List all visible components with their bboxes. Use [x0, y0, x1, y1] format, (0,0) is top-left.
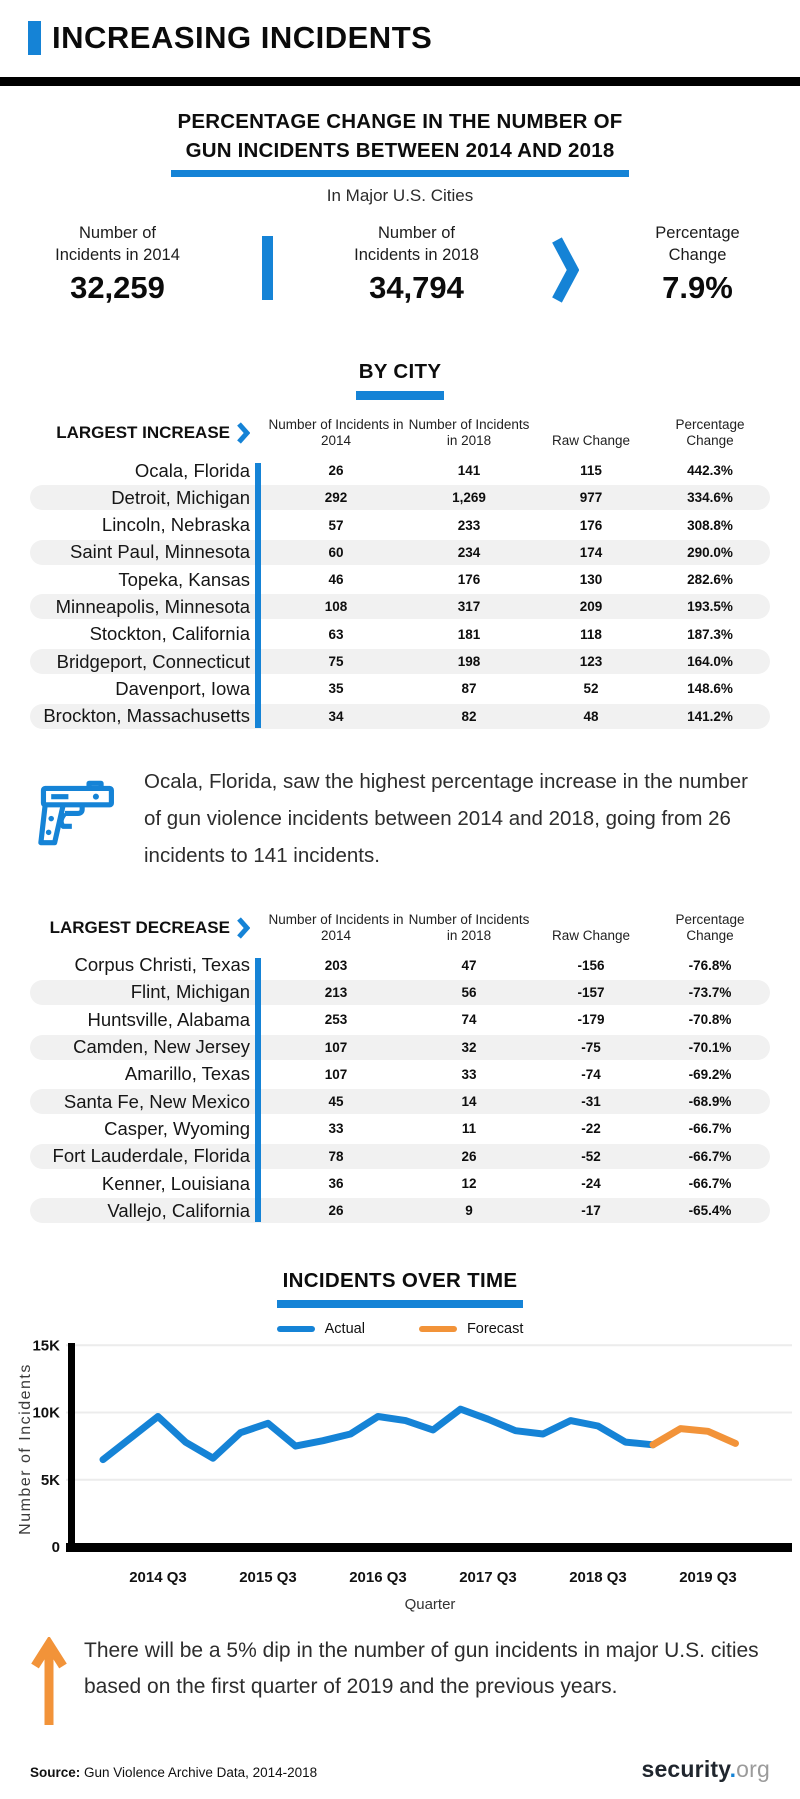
cell-pct-change: 141.2%: [687, 708, 733, 724]
table-row: [30, 953, 770, 978]
city-name: Amarillo, Texas: [124, 1063, 250, 1085]
table-title: [30, 421, 250, 445]
by-city-heading: BY CITY: [358, 360, 442, 383]
cell-pct-change: -70.8%: [688, 1012, 732, 1028]
cell-2014: 213: [324, 984, 348, 1000]
column-header: Percentage Change: [675, 417, 745, 448]
largest-increase-table: [30, 417, 770, 729]
city-name: Detroit, Michigan: [111, 486, 250, 508]
city-name: Lincoln, Nebraska: [101, 514, 250, 536]
city-name: Stockton, California: [89, 623, 250, 645]
city-name: Flint, Michigan: [130, 981, 250, 1003]
column-header: Number of Incidents in 2018: [408, 911, 530, 943]
cell-pct-change: -66.7%: [688, 1148, 732, 1164]
cell-raw-change: 52: [583, 681, 599, 697]
chevron-right-icon: [237, 916, 250, 940]
table-title-label: LARGEST DECREASE: [49, 917, 230, 937]
city-name: Brockton, Massachusetts: [43, 705, 250, 727]
cell-2014: 108: [324, 599, 348, 615]
cell-2018: 234: [457, 544, 481, 560]
table-header-row: [30, 912, 770, 953]
cell-raw-change: -24: [581, 1176, 601, 1192]
table-separator-bar: [255, 958, 261, 1223]
actual-line: [103, 1409, 653, 1460]
cell-pct-change: 334.6%: [687, 490, 733, 506]
cell-pct-change: -66.7%: [688, 1121, 732, 1137]
cell-2018: 1,269: [452, 490, 486, 506]
column-header: Percentage Change: [675, 911, 745, 943]
city-name: Topeka, Kansas: [118, 568, 250, 590]
cell-2014: 292: [324, 490, 348, 506]
cell-2014: 63: [328, 626, 344, 642]
cell-2014: 107: [324, 1066, 348, 1082]
stat-incidents-2014: [18, 222, 218, 306]
stat-label: Number of: [78, 224, 157, 242]
table-body: [30, 458, 770, 729]
table-row: [30, 1198, 770, 1223]
svg-text:0: 0: [51, 1539, 60, 1557]
svg-text:2017 Q3: 2017 Q3: [459, 1569, 517, 1587]
column-header: Raw Change: [551, 927, 631, 943]
city-name: Kenner, Louisiana: [101, 1172, 250, 1194]
forecast-line-swatch: [419, 1326, 457, 1332]
gun-callout: [34, 763, 800, 874]
forecast-callout-text: There will be a 5% dip in the number of gun incidents in major U.S. cities based on the first quarter of 2019 and the previous years.: [84, 1639, 759, 1699]
cell-2018: 26: [461, 1148, 477, 1164]
table-row: [30, 1116, 770, 1141]
title-underline: [171, 170, 629, 177]
chevron-right-icon: [551, 232, 579, 313]
cell-2014: 45: [328, 1094, 344, 1110]
stat-separator-bar: [262, 236, 273, 300]
stat-label: Incidents in 2014: [55, 246, 180, 264]
table-body: [30, 953, 770, 1224]
cell-2018: 181: [457, 626, 481, 642]
cell-2014: 46: [328, 572, 344, 588]
cell-pct-change: 193.5%: [687, 599, 733, 615]
security-org-logo: [641, 1756, 770, 1783]
city-name: Saint Paul, Minnesota: [70, 541, 250, 563]
svg-text:Number of Incidents: Number of Incidents: [17, 1363, 34, 1536]
cell-pct-change: 308.8%: [687, 517, 733, 533]
table-row: [30, 676, 770, 701]
stat-label: Number of: [377, 224, 456, 242]
column-header: Number of Incidents in 2014: [268, 417, 404, 448]
cell-raw-change: 118: [580, 626, 602, 642]
svg-text:10K: 10K: [32, 1404, 60, 1422]
cell-2014: 36: [328, 1176, 344, 1192]
svg-text:2019 Q3: 2019 Q3: [679, 1569, 737, 1587]
actual-line-swatch: [277, 1326, 315, 1332]
stat-label: Percentage: [655, 224, 740, 242]
gun-callout-text: Ocala, Florida, saw the highest percentage increase in the number of gun violence incidents between 2014 and 2018, going from 26 incidents to 141 incidents.: [144, 769, 748, 867]
stat-incidents-2018: [317, 222, 517, 306]
cell-raw-change: 209: [579, 599, 603, 615]
legend-label: Actual: [324, 1321, 365, 1338]
cell-pct-change: -70.1%: [688, 1039, 732, 1055]
legend-label: Forecast: [466, 1321, 524, 1338]
cell-pct-change: 442.3%: [687, 463, 733, 478]
cell-2018: 198: [457, 654, 481, 670]
cell-2018: 47: [461, 957, 477, 973]
source-note: [30, 1765, 317, 1780]
city-name: Bridgeport, Connecticut: [56, 650, 250, 672]
column-header: Number of Incidents in 2014: [268, 911, 404, 943]
svg-text:5K: 5K: [40, 1472, 60, 1490]
cell-pct-change: 164.0%: [687, 654, 733, 670]
city-name: Santa Fe, New Mexico: [63, 1090, 250, 1112]
cell-2018: 233: [457, 517, 481, 533]
cell-2014: 26: [328, 463, 344, 478]
cell-raw-change: -74: [581, 1066, 601, 1082]
cell-raw-change: -52: [581, 1148, 601, 1164]
cell-pct-change: -66.7%: [688, 1176, 732, 1192]
cell-2018: 317: [457, 599, 481, 615]
svg-text:2015 Q3: 2015 Q3: [239, 1569, 297, 1587]
page-title: INCREASING INCIDENTS: [52, 20, 433, 55]
stat-value: 7.9%: [662, 270, 733, 305]
table-row: [30, 513, 770, 538]
table-header-row: [30, 417, 770, 458]
table-row: [30, 1062, 770, 1087]
cell-2018: 33: [461, 1066, 477, 1082]
table-row: [30, 1035, 770, 1060]
brand-name: security: [641, 1756, 730, 1782]
cell-pct-change: -69.2%: [688, 1066, 732, 1082]
up-arrow-icon: [30, 1637, 68, 1734]
table-row: [30, 540, 770, 565]
table-row: [30, 980, 770, 1005]
cell-2018: 12: [461, 1176, 477, 1192]
cell-2014: 107: [324, 1039, 348, 1055]
chart-title: INCIDENTS OVER TIME: [282, 1269, 518, 1293]
chevron-right-icon: [237, 421, 250, 445]
table-title-label: LARGEST INCREASE: [56, 423, 230, 442]
svg-text:15K: 15K: [32, 1339, 60, 1355]
column-header: Number of Incidents in 2018: [408, 417, 530, 448]
cell-raw-change: 48: [583, 708, 599, 724]
table-row: [30, 485, 770, 510]
cell-2014: 253: [324, 1012, 348, 1028]
cell-pct-change: -73.7%: [688, 984, 732, 1000]
city-name: Huntsville, Alabama: [87, 1008, 250, 1030]
cell-2018: 56: [461, 984, 477, 1000]
stat-label: Change: [668, 246, 727, 264]
stat-value: 32,259: [70, 270, 165, 305]
cell-pct-change: 148.6%: [687, 681, 733, 697]
cell-raw-change: -22: [581, 1121, 601, 1137]
city-name: Casper, Wyoming: [104, 1117, 250, 1139]
chart-legend: [0, 1321, 800, 1337]
cell-pct-change: 282.6%: [687, 572, 733, 588]
svg-text:2018 Q3: 2018 Q3: [569, 1569, 627, 1587]
forecast-callout: [30, 1633, 800, 1734]
cell-raw-change: -179: [577, 1012, 605, 1028]
svg-text:2014 Q3: 2014 Q3: [129, 1569, 187, 1587]
cell-raw-change: -157: [577, 984, 605, 1000]
cell-pct-change: -68.9%: [688, 1094, 732, 1110]
cell-raw-change: -17: [581, 1203, 601, 1219]
city-name: Davenport, Iowa: [115, 677, 250, 699]
cell-2018: 176: [457, 572, 481, 588]
cell-pct-change: -76.8%: [688, 957, 732, 973]
cell-raw-change: 115: [580, 463, 602, 478]
cell-pct-change: 187.3%: [687, 626, 733, 642]
cell-2014: 26: [328, 1203, 344, 1219]
column-header: Raw Change: [551, 433, 631, 448]
cell-2018: 9: [465, 1203, 473, 1219]
table-separator-bar: [255, 463, 261, 728]
cell-2018: 11: [461, 1121, 477, 1137]
legend-item-forecast: [419, 1321, 523, 1337]
cell-2014: 57: [328, 517, 344, 533]
stats-row: [0, 222, 800, 313]
city-name: Corpus Christi, Texas: [74, 954, 250, 976]
summary-title-line1: PERCENTAGE CHANGE IN THE NUMBER OF: [177, 110, 623, 133]
cell-raw-change: 123: [579, 654, 603, 670]
forecast-line: [653, 1429, 736, 1445]
table-row: [30, 458, 770, 483]
city-name: Vallejo, California: [107, 1199, 250, 1221]
table-title: [30, 916, 250, 940]
city-name: Fort Lauderdale, Florida: [52, 1145, 250, 1167]
cell-2014: 33: [328, 1121, 344, 1137]
cell-raw-change: 977: [579, 490, 603, 506]
cell-pct-change: -65.4%: [688, 1203, 732, 1219]
cell-2018: 14: [461, 1094, 477, 1110]
legend-item-actual: [277, 1321, 365, 1337]
cell-2014: 34: [328, 708, 344, 724]
city-name: Ocala, Florida: [134, 459, 250, 481]
page-header: [0, 0, 800, 56]
cell-2018: 74: [461, 1012, 477, 1028]
source-label: Source:: [30, 1765, 81, 1780]
chart-title-underline: [277, 1300, 523, 1308]
stat-label: Incidents in 2018: [354, 246, 479, 264]
brand-dot: .: [729, 1756, 737, 1782]
cell-raw-change: -75: [581, 1039, 601, 1055]
cell-2018: 141: [457, 463, 481, 478]
cell-raw-change: 174: [579, 544, 603, 560]
table-row: [30, 1089, 770, 1114]
cell-2018: 32: [461, 1039, 477, 1055]
stat-percentage-change: [613, 222, 783, 306]
table-row: [30, 704, 770, 729]
cell-raw-change: -156: [577, 957, 605, 973]
table-row: [30, 594, 770, 619]
footer: [30, 1756, 770, 1783]
table-row: [30, 567, 770, 592]
handgun-icon: [34, 777, 120, 874]
summary-title-line2: GUN INCIDENTS BETWEEN 2014 AND 2018: [185, 139, 615, 162]
table-row: [30, 1144, 770, 1169]
largest-decrease-table: [30, 912, 770, 1224]
table-row: [30, 1007, 770, 1032]
by-city-underline: [356, 391, 444, 400]
cell-raw-change: 130: [579, 572, 603, 588]
cell-raw-change: -31: [581, 1094, 601, 1110]
cell-2014: 60: [328, 544, 344, 560]
cell-2014: 35: [328, 681, 344, 697]
cell-2018: 82: [461, 708, 477, 724]
divider-bar: [0, 77, 800, 86]
y-axis: [68, 1343, 75, 1551]
cell-2014: 75: [328, 654, 344, 670]
cell-2014: 203: [324, 957, 348, 973]
city-name: Minneapolis, Minnesota: [55, 595, 250, 617]
city-name: Camden, New Jersey: [73, 1036, 250, 1058]
cell-raw-change: 176: [579, 517, 603, 533]
x-axis: [66, 1543, 792, 1552]
summary-subnote: In Major U.S. Cities: [326, 186, 474, 205]
brand-tld: org: [736, 1756, 770, 1782]
blue-accent-tick: [28, 21, 41, 55]
table-row: [30, 622, 770, 647]
table-row: [30, 1171, 770, 1196]
summary-section: [0, 107, 800, 206]
cell-2014: 78: [328, 1148, 344, 1164]
table-row: [30, 649, 770, 674]
cell-pct-change: 290.0%: [687, 544, 733, 560]
incidents-over-time-chart: [0, 1339, 800, 1619]
svg-text:Quarter: Quarter: [404, 1596, 456, 1614]
cell-2018: 87: [461, 681, 477, 697]
svg-text:2016 Q3: 2016 Q3: [349, 1569, 407, 1587]
source-text: Gun Violence Archive Data, 2014-2018: [84, 1765, 318, 1780]
stat-value: 34,794: [369, 270, 464, 305]
